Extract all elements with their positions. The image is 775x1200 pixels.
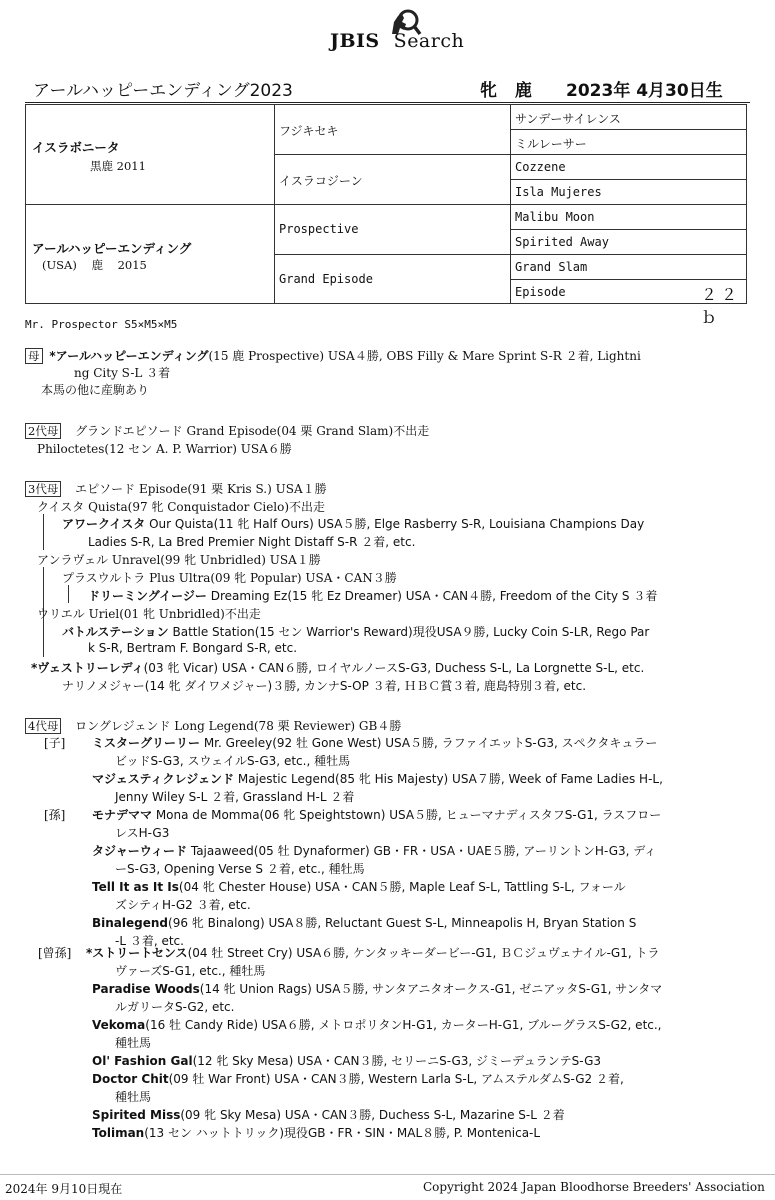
tag-great-grandchild: [曾孫] [38,946,72,960]
g2-line-1 [25,422,429,439]
g4-entry [92,878,626,895]
g2-sire-sire[interactable]: フジキセキ [279,124,339,138]
tag-grandchild: [孫] [44,808,66,822]
g3-line-2: クイスタ Quista(97 牝 Conquistador Cielo)不出走 [37,500,326,514]
g3-cell-2[interactable]: ミルレーサー [515,137,587,151]
dam-line-1 [25,347,641,364]
g4-entry [92,842,656,859]
g2-dam-sire[interactable]: Prospective [279,222,359,236]
g4-entry-continuation: ヴァーズS-G1, etc., 種牡馬 [115,964,266,978]
g4-entry-name[interactable]: マジェスティクレジェンド [92,772,235,786]
g3-line-5: アンラヴェル Unravel(99 牝 Unbridled) USA１勝 [37,553,321,567]
sex-color: 牝 鹿 [480,81,538,101]
dam-record: (15 鹿 Prospective) USA４勝, OBS Filly & Mare Sprint S-R ２着, Lightni [208,349,641,363]
family-number: ２２ｂ [701,285,742,327]
sire-cell [32,138,146,174]
vestry-lady-name[interactable]: *ヴェストリーレディ [31,661,144,675]
g4-entry [92,914,636,931]
g3-line-11: *ヴェストリーレディ(03 牝 Vicar) USA・CAN６勝, ロイヤルノースS-G3, Duchess S-L, La Lorgnette S-L, etc. [31,661,645,675]
sire-name[interactable]: イスラボニータ [32,140,120,155]
g3-cell-3[interactable]: Cozzene [515,160,566,174]
section-label-g3: 3代母 [25,481,61,497]
g4-entry-record: Tajaaweed(05 牡 Dynaformer) GB・FR・USA・UAE５勝, アーリントンH-G3, ディ [187,844,657,858]
g4-entry-record: Mona de Momma(06 牝 Speightstown) USA５勝, ヒューマナディスタフS-G1, ラスフロー [152,808,662,822]
g4-entry-record: (09 牝 Sky Mesa) USA・CAN３勝, Duchess S-L, Mazarine S-L ２着 [180,1108,565,1122]
g4-entry-name[interactable]: *ストリートセンス [86,946,188,960]
g4-entry-continuation: 種牡馬 [115,1036,152,1050]
g4-entry-name[interactable]: Ol' Fashion Gal [92,1054,193,1068]
g2-sire-dam[interactable]: イスラコジーン [279,174,363,188]
g4-entry-record: Majestic Legend(85 牝 His Majesty) USA７勝, Week of Fame Ladies H-L, [234,772,663,786]
dam-cell [32,239,191,273]
section-label-dam: 母 [25,348,43,364]
g3-line-8: ウリエル Uriel(01 牝 Unbridled)不出走 [37,607,261,621]
inbreeding-note: Mr. Prospector S5×M5×M5 [25,318,178,331]
g4-entry-record: (96 牝 Binalong) USA８勝, Reluctant Guest S-L, Minneapolis H, Bryan Station S [168,916,637,930]
birth-date: 2023年 4月30日生 [566,81,723,101]
g3-line-1 [25,480,327,497]
g4-entry-name[interactable]: タジャーウィード [92,844,188,858]
battle-station-name[interactable]: バトルステーション [62,625,169,639]
g3-line-7: ドリーミングイージー Dreaming Ez(15 牝 Ez Dreamer) USA・CAN４勝, Freedom of the City S ３着 [88,589,658,603]
g4-entry-name[interactable]: Vekoma [92,1018,146,1032]
g4-entry [92,1106,565,1123]
footer-date: 2024年 9月10日現在 [5,1182,123,1196]
g4-entry-record: (04 牝 Chester House) USA・CAN５勝, Maple Leaf S-L, Tattling S-L, フォール [178,880,626,894]
g4-entry-continuation: ズシティH-G2 ３着, etc. [115,898,251,912]
g4-entry-record: (12 牝 Sky Mesa) USA・CAN３勝, セリーニS-G3, ジミーデュランテS-G3 [192,1054,602,1068]
g4-line-1 [25,717,401,734]
dreaming-ez-name[interactable]: ドリーミングイージー [88,589,207,603]
dam-name[interactable]: アールハッピーエンディング [32,241,192,256]
g2-dam-dam[interactable]: Grand Episode [279,272,373,286]
horse-name: アールハッピーエンディング2023 [33,81,293,101]
footer-copyright: Copyright 2024 Japan Bloodhorse Breeders' Association [423,1180,765,1194]
logo-wordmark[interactable]: JBIS Search [330,30,465,52]
g4-entry-continuation: -L ３着, etc. [115,934,184,948]
g4-entry-record: (04 牡 Street Cry) USA６勝, ケンタッキーダービー-G1, ＢＣジュヴェナイル-G1, トラ [187,946,660,960]
g4-entry [86,944,659,961]
g4-entry [92,806,661,823]
g4-entry-name[interactable]: Toliman [92,1126,145,1140]
g4-entry-name[interactable]: Paradise Woods [92,982,200,996]
g3-cell-1[interactable]: サンデーサイレンス [515,112,621,126]
g4-entry-record: Mr. Greeley(92 牡 Gone West) USA５勝, ラファイエットS-G3, スペクタキュラー [200,736,658,750]
g4-entry [92,1070,624,1087]
section-label-g2: 2代母 [25,423,61,439]
dam-line-2: ng City S-L ３着 [74,366,171,380]
g4-dam-record: ロングレジェンド Long Legend(78 栗 Reviewer) GB４勝 [75,719,402,733]
g4-entry-name[interactable]: Doctor Chit [92,1072,169,1086]
g4-entry-name[interactable]: Binalegend [92,916,169,930]
g3-cell-7[interactable]: Grand Slam [515,260,588,274]
g4-entry-name[interactable]: ミスターグリーリー [92,736,201,750]
title-row [25,70,750,103]
g3-cell-6[interactable]: Spirited Away [515,235,609,249]
g4-entry [92,770,663,787]
g4-entry-continuation: Jenny Wiley S-L ２着, Grassland H-L ２着 [115,790,355,804]
g4-entry [92,980,662,997]
dam-line-3: 本馬の他に産駒あり [41,383,150,397]
g3-cell-8[interactable]: Episode [515,285,566,299]
g3-cell-5[interactable]: Malibu Moon [515,210,595,224]
g4-entry-name[interactable]: Tell It as It Is [92,880,179,894]
section-label-g4: 4代母 [25,718,61,734]
g2-line-2: Philoctetes(12 セン A. P. Warrior) USA６勝 [37,442,292,456]
g4-entry-record: (16 牡 Candy Ride) USA６勝, メトロポリタンH-G1, カーターH-G1, ブルーグラスS-G2, etc., [145,1018,662,1032]
g3-line-9: バトルステーション Battle Station(15 セン Warrior's Reward)現役USA９勝, Lucky Coin S-LR, Rego Par [62,625,650,639]
g4-entry-continuation: レスH-G3 [115,826,170,840]
our-quista-name[interactable]: アワークイスタ [62,517,146,531]
dam-horse-name[interactable]: *アールハッピーエンディング [49,349,209,363]
g4-entry-continuation: ーS-G3, Opening Verse S ２着, etc., 種牡馬 [115,862,365,876]
g4-entry-continuation: ルガリータS-G2, etc. [115,1000,235,1014]
g4-entry [92,1052,601,1069]
g4-entry-record: (13 セン ハットトリック)現役GB・FR・SIN・MAL８勝, P. Montenica-L [144,1126,541,1140]
g2-dam-record: グランドエピソード Grand Episode(04 栗 Grand Slam)不出走 [75,424,430,438]
g3-dam-record: エピソード Episode(91 栗 Kris S.) USA１勝 [75,482,327,496]
g4-entry [92,1124,540,1141]
g3-line-10: k S-R, Bertram F. Bongard S-R, etc. [88,641,298,655]
tag-child: [子] [44,736,66,750]
g4-entry-continuation: ビッドS-G3, スウェイルS-G3, etc., 種牡馬 [115,754,351,768]
g4-entry [92,734,657,751]
g3-line-12: ナリノメジャー(14 牝 ダイワメジャー)３勝, カンナS-OP ３着, ＨＢＣ賞３着, 鹿島特別３着, etc. [62,679,587,693]
sire-info: 黒鹿 2011 [90,159,146,173]
g4-entry [92,1016,662,1033]
g3-line-3: アワークイスタ Our Quista(11 牝 Half Ours) USA５勝, Elge Rasberry S-R, Louisiana Champions Day [62,517,645,531]
g4-entry-name[interactable]: モナデママ [92,808,153,822]
g3-cell-4[interactable]: Isla Mujeres [515,185,602,199]
g4-entry-name[interactable]: Spirited Miss [92,1108,181,1122]
dam-info: (USA) 鹿 2015 [42,258,147,272]
g4-entry-record: (14 牝 Union Rags) USA５勝, サンタアニタオークス-G1, ゼニアッタS-G1, サンタマ [199,982,663,996]
g3-line-6: プラスウルトラ Plus Ultra(09 牝 Popular) USA・CAN３勝 [62,571,397,585]
g4-entry-continuation: 種牡馬 [115,1090,152,1104]
g4-entry-record: (09 牡 War Front) USA・CAN３勝, Western Larla S-L, アムステルダムS-G2 ２着, [168,1072,624,1086]
g3-line-4: Ladies S-R, La Bred Premier Night Distaff S-R ２着, etc. [88,535,416,549]
